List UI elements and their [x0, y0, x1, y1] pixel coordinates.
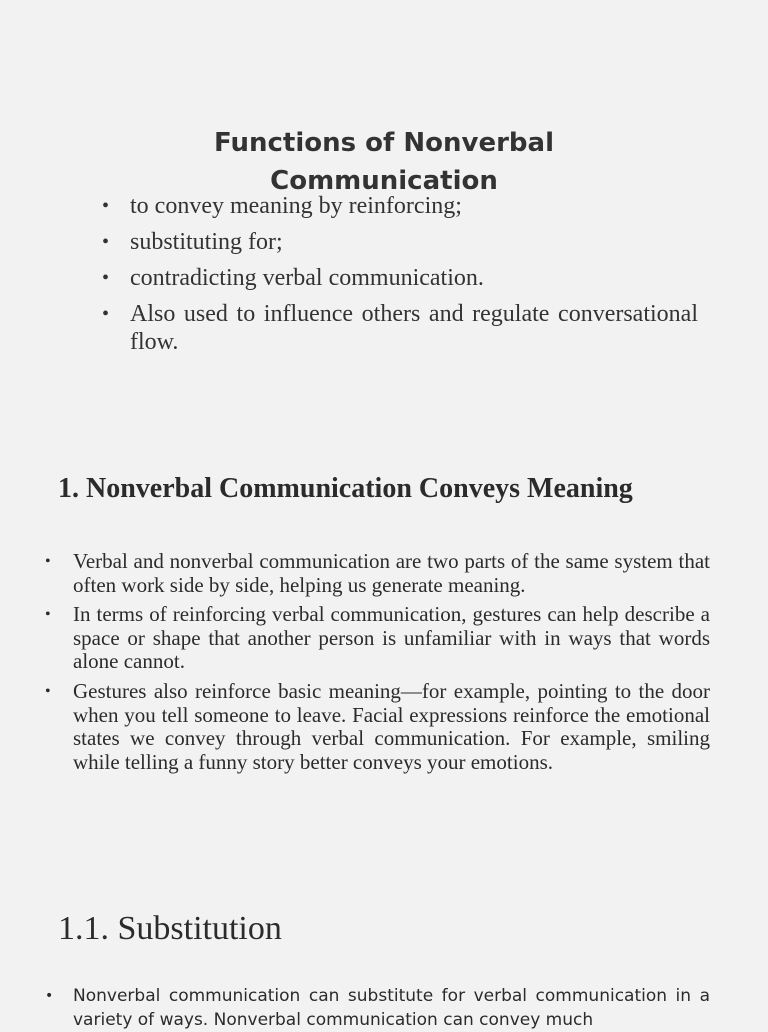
bullet-icon: •	[102, 303, 110, 325]
slide-title-line-1: Functions of Nonverbal	[214, 128, 554, 158]
bullet-icon: •	[45, 682, 51, 700]
slide-title	[0, 124, 768, 200]
list-item-text: to convey meaning by reinforcing;	[130, 193, 462, 219]
list-item	[45, 678, 710, 774]
substitution-bullet-list	[45, 984, 710, 1032]
bullet-icon: •	[102, 195, 110, 217]
bullet-icon: •	[45, 606, 51, 624]
bullet-icon: •	[102, 267, 110, 289]
list-item	[45, 549, 710, 597]
slide-title-line-2: Communication	[270, 166, 498, 196]
functions-bullet-list	[102, 192, 698, 364]
list-item-text: In terms of reinforcing verbal communication, gestures can help describe a space or shape that another person is unfamiliar with in ways that words alone cannot.	[73, 602, 710, 674]
list-item	[102, 228, 698, 256]
list-item-text: Verbal and nonverbal communication are two parts of the same system that often work side by side, helping us generate meaning.	[73, 549, 710, 597]
list-item-text: substituting for;	[130, 229, 283, 255]
subsection-heading: 1.1. Substitution	[58, 910, 282, 947]
list-item-text: Nonverbal communication can substitute for verbal communication in a variety of ways. Nonverbal communication can convey much	[73, 986, 710, 1030]
list-item-text: contradicting verbal communication.	[130, 265, 484, 291]
list-item	[45, 602, 710, 674]
list-item	[102, 300, 698, 356]
list-item	[102, 264, 698, 292]
list-item	[102, 192, 698, 220]
list-item-text: Gestures also reinforce basic meaning—for example, pointing to the door when you tell someone to leave. Facial expressions reinforce the emotional states we convey through verbal communication. For example, smiling while telling a funny story better conveys your emotions.	[73, 678, 710, 774]
list-item-text: Also used to influence others and regulate conversational flow.	[130, 301, 698, 355]
bullet-icon: •	[45, 553, 51, 570]
conveys-meaning-bullet-list	[45, 549, 710, 780]
bullet-icon: •	[102, 231, 110, 253]
list-item	[45, 984, 710, 1032]
bullet-icon: •	[45, 988, 54, 1004]
section-heading: 1. Nonverbal Communication Conveys Meaning	[58, 473, 633, 504]
